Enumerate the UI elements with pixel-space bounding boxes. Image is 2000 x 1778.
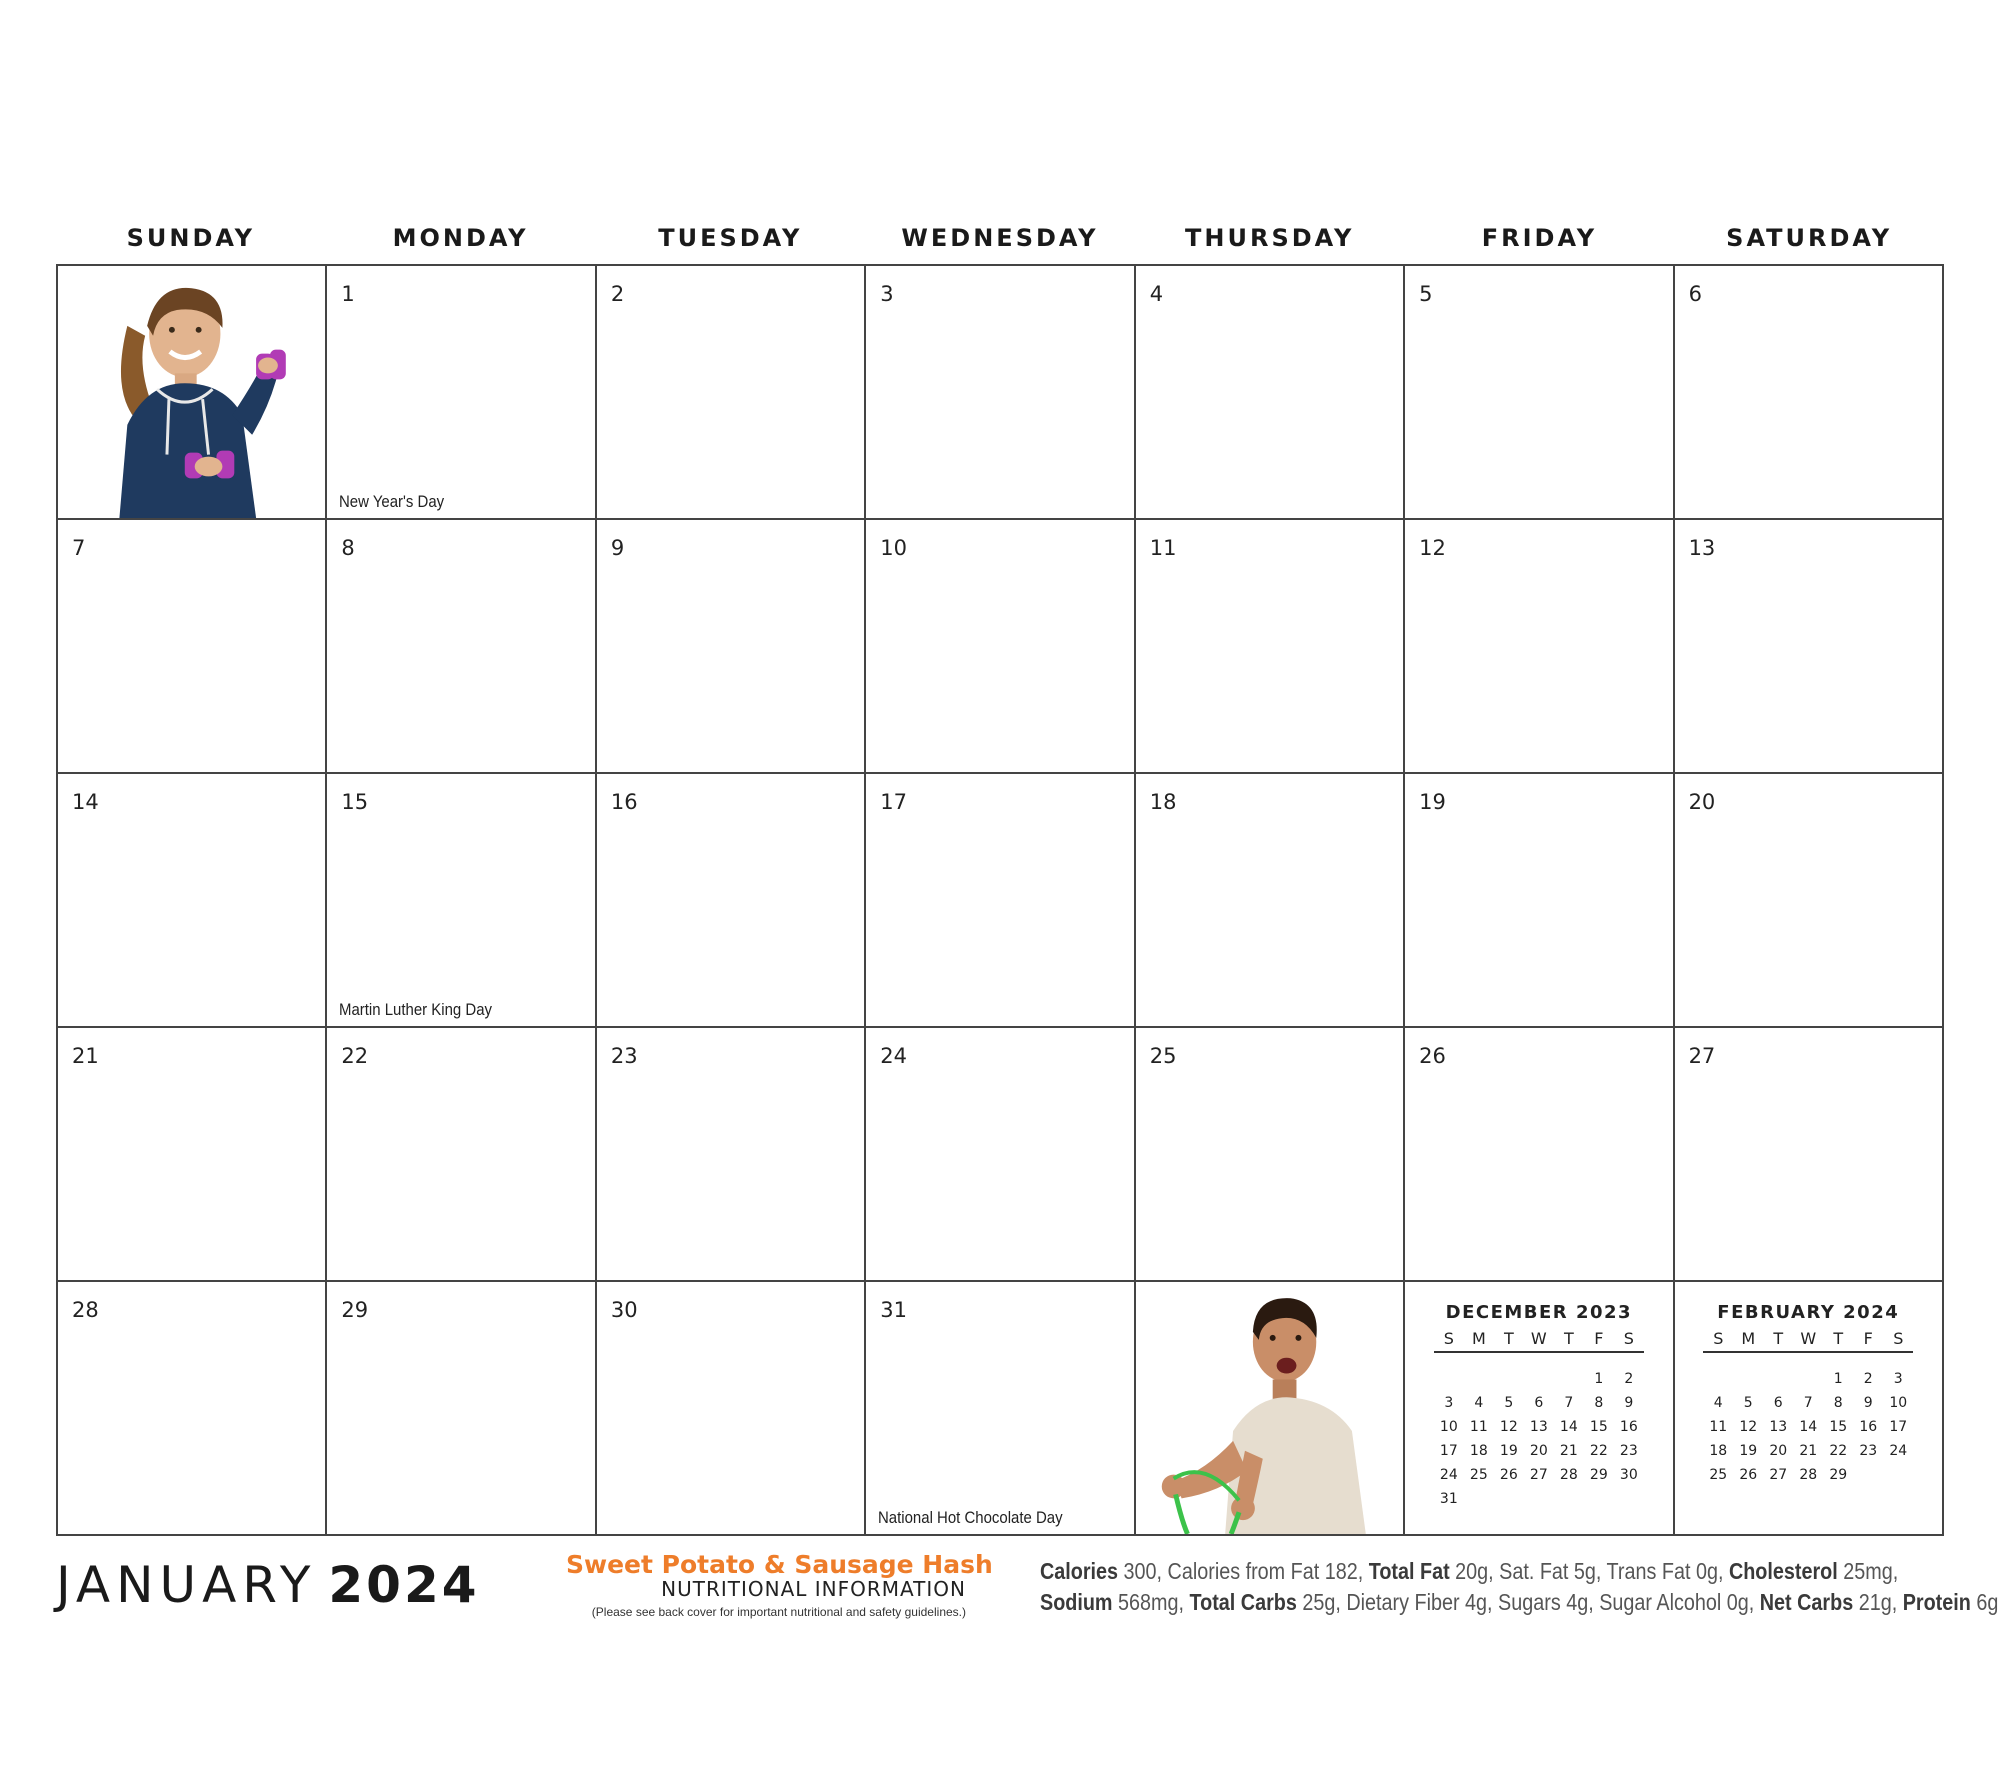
mini-day: 14 [1799, 1419, 1818, 1435]
mini-weekday-header: T [1763, 1329, 1793, 1352]
mini-day: 24 [1889, 1443, 1908, 1459]
mini-weekday-header: T [1554, 1329, 1584, 1352]
mini-day: 9 [1863, 1395, 1873, 1411]
day-number: 27 [1688, 1044, 1716, 1068]
mini-day: 6 [1534, 1395, 1544, 1411]
day-cell [327, 1282, 596, 1536]
day-cell [866, 520, 1135, 774]
net-carbs-value: 21g, [1853, 1589, 1903, 1615]
mini-day: 7 [1564, 1395, 1574, 1411]
mini-day: 18 [1709, 1443, 1728, 1459]
day-cell [1675, 774, 1944, 1028]
mini-weekday-header: W [1793, 1329, 1823, 1352]
mini-day: 27 [1769, 1467, 1788, 1483]
day-cell [1136, 266, 1405, 520]
calories-label: Calories [1040, 1558, 1119, 1584]
mini-week-row [1434, 1367, 1644, 1391]
mini-day [1733, 1367, 1763, 1391]
mini-day: 12 [1739, 1419, 1758, 1435]
calories-value: 300, Calories from Fat 182, [1118, 1558, 1369, 1584]
photo-cell [58, 266, 327, 520]
cholesterol-value: 25mg, [1837, 1558, 1899, 1584]
mini-day: 10 [1439, 1419, 1458, 1435]
day-number: 16 [610, 790, 638, 814]
day-cell [1136, 520, 1405, 774]
day-number: 25 [1149, 1044, 1177, 1068]
mini-day [1793, 1367, 1823, 1391]
mini-weekday-header: S [1434, 1329, 1464, 1352]
mini-day [1584, 1487, 1614, 1511]
mini-week-row [1434, 1487, 1644, 1511]
mini-day [1554, 1367, 1584, 1391]
mini-calendar-cell [1675, 1282, 1944, 1536]
day-number: 8 [341, 536, 355, 560]
mini-day [1703, 1367, 1733, 1391]
day-cell [1136, 1028, 1405, 1282]
day-number: 26 [1419, 1044, 1446, 1068]
mini-week-row [1434, 1415, 1644, 1439]
mini-day: 31 [1439, 1491, 1458, 1507]
holiday-label: Martin Luther King Day [339, 1000, 493, 1019]
mini-day: 4 [1713, 1395, 1723, 1411]
mini-day [1464, 1487, 1494, 1511]
day-cell [1405, 774, 1674, 1028]
day-number: 2 [610, 282, 625, 306]
mini-day: 22 [1589, 1443, 1608, 1459]
mini-day: 27 [1529, 1467, 1548, 1483]
mini-day: 12 [1499, 1419, 1518, 1435]
mini-day [1554, 1487, 1584, 1511]
total-carbs-label: Total Carbs [1189, 1589, 1297, 1615]
mini-day: 30 [1619, 1467, 1638, 1483]
recipe-block [566, 1550, 993, 1619]
mini-calendar-table [1434, 1329, 1644, 1511]
mini-weekday-header: S [1614, 1329, 1644, 1352]
mini-day: 8 [1833, 1395, 1843, 1411]
weekday-sunday: SUNDAY [126, 224, 256, 252]
day-number: 7 [72, 536, 86, 560]
mini-day: 15 [1829, 1419, 1848, 1435]
weekday-saturday: SATURDAY [1726, 224, 1893, 252]
mini-day: 11 [1469, 1419, 1488, 1435]
mini-day: 2 [1624, 1371, 1634, 1387]
mini-day: 13 [1529, 1419, 1548, 1435]
mini-day: 11 [1709, 1419, 1728, 1435]
weekday-header-row [56, 212, 1944, 264]
mini-day: 20 [1769, 1443, 1788, 1459]
mini-weekday-header: T [1494, 1329, 1524, 1352]
day-cell [1675, 1028, 1944, 1282]
mini-week-row [1703, 1439, 1913, 1463]
mini-day: 28 [1559, 1467, 1578, 1483]
weekday-monday: MONDAY [392, 224, 529, 252]
mini-day: 15 [1589, 1419, 1608, 1435]
nutrition-info [1040, 1556, 1999, 1618]
mini-day: 23 [1619, 1443, 1638, 1459]
mini-day: 9 [1624, 1395, 1634, 1411]
recipe-name: Sweet Potato & Sausage Hash [566, 1550, 993, 1579]
mini-day: 29 [1829, 1467, 1848, 1483]
mini-day: 5 [1743, 1395, 1753, 1411]
mini-day [1883, 1463, 1913, 1487]
day-cell [1405, 266, 1674, 520]
mini-week-row [1703, 1391, 1913, 1415]
day-cell [1405, 1028, 1674, 1282]
total-fat-value: 20g, Sat. Fat 5g, Trans Fat 0g, [1449, 1558, 1729, 1584]
mini-weekday-header: W [1524, 1329, 1554, 1352]
mini-day: 24 [1439, 1467, 1458, 1483]
weekday-tuesday: TUESDAY [658, 224, 803, 252]
mini-day: 26 [1499, 1467, 1518, 1483]
day-number: 4 [1149, 282, 1164, 306]
day-number: 17 [880, 790, 908, 814]
mini-day: 21 [1559, 1443, 1578, 1459]
day-cell [1675, 520, 1944, 774]
day-cell [1405, 520, 1674, 774]
mini-day: 29 [1589, 1467, 1608, 1483]
mini-day: 7 [1803, 1395, 1813, 1411]
mini-day: 26 [1739, 1467, 1758, 1483]
weekday-friday: FRIDAY [1481, 224, 1598, 252]
day-number: 28 [72, 1298, 99, 1322]
month-title [56, 1556, 480, 1614]
mini-day [1524, 1367, 1554, 1391]
mini-week-row [1703, 1463, 1913, 1487]
mini-day: 4 [1474, 1395, 1484, 1411]
day-cell [597, 520, 866, 774]
mini-day: 23 [1859, 1443, 1878, 1459]
mini-calendar-prev [1405, 1302, 1672, 1511]
net-carbs-label: Net Carbs [1759, 1589, 1854, 1615]
mini-day [1494, 1367, 1524, 1391]
day-cell [597, 1282, 866, 1536]
day-number: 31 [880, 1298, 908, 1322]
day-number: 15 [341, 790, 369, 814]
mini-week-row [1703, 1367, 1913, 1391]
nutrition-line-2 [1040, 1587, 1999, 1618]
mini-day: 19 [1499, 1443, 1518, 1459]
day-number: 18 [1149, 790, 1177, 814]
day-number: 23 [610, 1044, 638, 1068]
mini-weekday-header: M [1733, 1329, 1763, 1352]
mini-day: 1 [1833, 1371, 1843, 1387]
day-cell [327, 520, 596, 774]
total-fat-label: Total Fat [1368, 1558, 1450, 1584]
mini-day: 8 [1594, 1395, 1604, 1411]
recipe-subtitle: NUTRITIONAL INFORMATION [661, 1577, 966, 1601]
mini-calendar-title: FEBRUARY 2024 [1717, 1302, 1900, 1323]
mini-weekday-header: S [1883, 1329, 1913, 1352]
man-resistance-band-photo [1136, 1282, 1403, 1534]
mini-day: 17 [1439, 1443, 1458, 1459]
weekday-thursday: THURSDAY [1185, 224, 1355, 252]
mini-day: 10 [1889, 1395, 1908, 1411]
mini-day [1524, 1487, 1554, 1511]
mini-day [1614, 1487, 1644, 1511]
protein-value: 6g [1970, 1589, 1999, 1615]
holiday-label: New Year's Day [339, 492, 445, 511]
day-cell [58, 774, 327, 1028]
mini-day [1464, 1367, 1494, 1391]
mini-week-row [1434, 1391, 1644, 1415]
month-grid [56, 264, 1944, 1536]
mini-day: 6 [1773, 1395, 1783, 1411]
mini-weekday-header: M [1464, 1329, 1494, 1352]
mini-weekday-header: F [1853, 1329, 1883, 1352]
mini-calendar-next [1675, 1302, 1942, 1487]
mini-day: 18 [1469, 1443, 1488, 1459]
mini-day: 19 [1739, 1443, 1758, 1459]
mini-day: 28 [1799, 1467, 1818, 1483]
photo-cell [1136, 1282, 1405, 1536]
mini-calendar-table [1703, 1329, 1913, 1487]
day-cell [597, 1028, 866, 1282]
mini-week-row [1434, 1439, 1644, 1463]
mini-day: 3 [1444, 1395, 1454, 1411]
cholesterol-label: Cholesterol [1728, 1558, 1838, 1584]
holiday-label: National Hot Chocolate Day [878, 1508, 1063, 1527]
mini-day: 13 [1769, 1419, 1788, 1435]
month-name: JANUARY [56, 1556, 317, 1614]
mini-calendar-title: DECEMBER 2023 [1445, 1302, 1633, 1323]
day-number: 12 [1419, 536, 1446, 560]
mini-day [1853, 1463, 1883, 1487]
mini-week-row [1434, 1463, 1644, 1487]
day-cell [1136, 774, 1405, 1028]
day-number: 29 [341, 1298, 369, 1322]
mini-weekday-header: S [1703, 1329, 1733, 1352]
day-number: 22 [341, 1044, 369, 1068]
mini-day: 1 [1594, 1371, 1604, 1387]
mini-day: 16 [1619, 1419, 1638, 1435]
calendar-frame [56, 212, 1944, 1536]
day-number: 14 [72, 790, 99, 814]
mini-day [1763, 1367, 1793, 1391]
mini-day [1434, 1367, 1464, 1391]
day-cell [58, 1282, 327, 1536]
mini-day: 14 [1559, 1419, 1578, 1435]
day-cell [866, 266, 1135, 520]
mini-calendar-cell [1405, 1282, 1674, 1536]
day-number: 20 [1688, 790, 1716, 814]
month-year: 2024 [328, 1556, 480, 1614]
mini-day: 25 [1709, 1467, 1728, 1483]
day-cell [58, 520, 327, 774]
mini-day: 22 [1829, 1443, 1848, 1459]
day-cell [327, 774, 596, 1028]
day-number: 1 [341, 282, 355, 306]
mini-day: 3 [1893, 1371, 1903, 1387]
day-cell [866, 1028, 1135, 1282]
day-number: 30 [610, 1298, 638, 1322]
nutrition-line-1 [1040, 1556, 1899, 1587]
day-number: 21 [72, 1044, 99, 1068]
mini-day: 2 [1863, 1371, 1873, 1387]
woman-dumbbells-photo [58, 266, 325, 518]
mini-day: 20 [1529, 1443, 1548, 1459]
day-number: 13 [1688, 536, 1716, 560]
day-number: 9 [610, 536, 625, 560]
recipe-note: (Please see back cover for important nutritional and safety guidelines.) [591, 1605, 966, 1619]
sodium-value: 568mg, [1112, 1589, 1190, 1615]
day-number: 6 [1688, 282, 1702, 306]
mini-day: 16 [1859, 1419, 1878, 1435]
mini-weekday-header: F [1584, 1329, 1614, 1352]
mini-day: 21 [1799, 1443, 1818, 1459]
day-cell [597, 774, 866, 1028]
sodium-label: Sodium [1040, 1589, 1113, 1615]
day-cell [327, 1028, 596, 1282]
day-number: 11 [1149, 536, 1177, 560]
day-number: 10 [880, 536, 908, 560]
day-cell [866, 1282, 1135, 1536]
mini-day: 17 [1889, 1419, 1908, 1435]
day-number: 3 [880, 282, 894, 306]
day-number: 19 [1419, 790, 1446, 814]
day-cell [866, 774, 1135, 1028]
mini-day: 25 [1469, 1467, 1488, 1483]
mini-week-row [1703, 1415, 1913, 1439]
day-cell [597, 266, 866, 520]
mini-weekday-header: T [1823, 1329, 1853, 1352]
weekday-wednesday: WEDNESDAY [901, 224, 1099, 252]
mini-day [1494, 1487, 1524, 1511]
day-cell [1675, 266, 1944, 520]
day-number: 5 [1419, 282, 1433, 306]
protein-label: Protein [1902, 1589, 1971, 1615]
day-cell [58, 1028, 327, 1282]
total-carbs-value: 25g, Dietary Fiber 4g, Sugars 4g, Sugar Alcohol 0g, [1296, 1589, 1760, 1615]
day-cell [327, 266, 596, 520]
day-number: 24 [880, 1044, 908, 1068]
mini-day: 5 [1504, 1395, 1514, 1411]
